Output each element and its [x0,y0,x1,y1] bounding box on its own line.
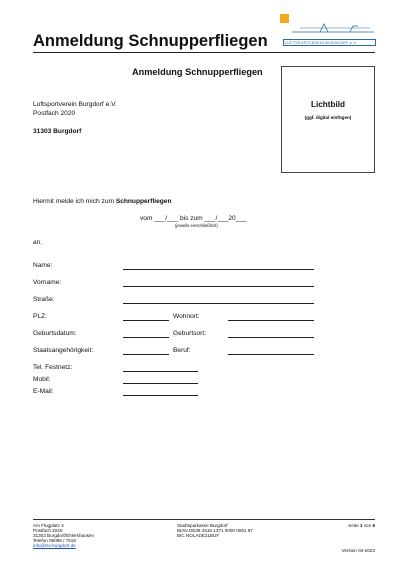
date-range[interactable]: vom ___/___ bis zum ___/___20___ [140,215,247,222]
staatsangehoerigkeit-field[interactable] [123,354,169,355]
address-city: 31303 Burgdorf [33,128,82,135]
footer-address-line: Telefon 05085 / 7518 [33,538,76,544]
address-line-2: Postfach 2020 [33,110,76,117]
page-prefix: Seite [348,523,360,528]
email-field[interactable] [123,395,198,396]
page-header-title: Anmeldung Schnupperfliegen [33,32,268,50]
footer-address-line: 31303 Burgdorf/Ehlershausen [33,533,95,539]
footer-address-line: Postfach 2020 [33,528,63,534]
page-total: 6 [372,523,375,528]
footer-address-line: Am Flugplatz 3 [33,523,64,528]
footer-version: Version 04-2023 [341,548,375,553]
address-line-1: Luftsportverein Burgdorf e.V. [33,101,117,108]
footer-bank-line: Stadtsparkasse Burgdorf [177,523,228,528]
form-title: Anmeldung Schnupperfliegen [132,67,263,77]
mobil-label: Mobil: [33,376,51,383]
intro-text [33,198,172,205]
footer-bank-line: IBAN DE38 2515 1371 0000 0061 97 [177,528,253,534]
footer-bank [177,523,253,538]
photo-box-subtitle: (ggf. digital einfügen) [304,115,352,120]
footer-page-number [348,523,375,528]
geburtsort-label: Geburtsort: [173,330,206,337]
beruf-field[interactable] [228,354,314,355]
plz-field[interactable] [123,320,169,321]
footer-bank-line: BIC NOLADE21BUF [177,533,220,539]
page-current: 1 [359,523,363,528]
vorname-label: Vorname: [33,279,62,286]
header-divider [33,52,375,53]
vorname-field[interactable] [123,286,314,287]
strasse-field[interactable] [123,303,314,304]
an-label: an. [33,239,43,246]
footer-email-link[interactable]: info@lsv-burgdorf.de [33,543,76,549]
name-field[interactable] [123,269,314,270]
name-label: Name: [33,262,53,269]
email-label: E-Mail: [33,388,54,395]
photo-box-title: Lichtbild [310,100,346,109]
geburtsdatum-label: Geburtsdatum: [33,330,77,337]
logo-text: LUFTSPORTVEREIN BURGDORF e.V. [285,41,358,45]
mobil-field[interactable] [123,383,198,384]
staatsangehoerigkeit-label: Staatsangehörigkeit: [33,347,94,354]
club-logo [280,14,378,50]
geburtsort-field[interactable] [228,337,314,338]
tel-field[interactable] [123,371,198,372]
photo-box[interactable] [281,66,375,173]
date-range-note: (jeweils einschließlich) [175,223,218,228]
footer-divider [33,519,375,520]
plz-label: PLZ: [33,313,47,320]
tel-label: Tel. Festnetz: [33,364,73,371]
strasse-label: Straße: [33,296,55,303]
page-sep: von [362,523,373,528]
wohnort-field[interactable] [228,320,314,321]
intro-bold: Schnupperfliegen [115,198,172,205]
glider-icon [280,14,378,40]
wohnort-label: Wohnort: [173,313,200,320]
geburtsdatum-field[interactable] [123,337,169,338]
footer-address [33,523,94,548]
beruf-label: Beruf: [173,347,191,354]
intro-prefix: Hiermit melde ich mich zum [33,198,116,205]
